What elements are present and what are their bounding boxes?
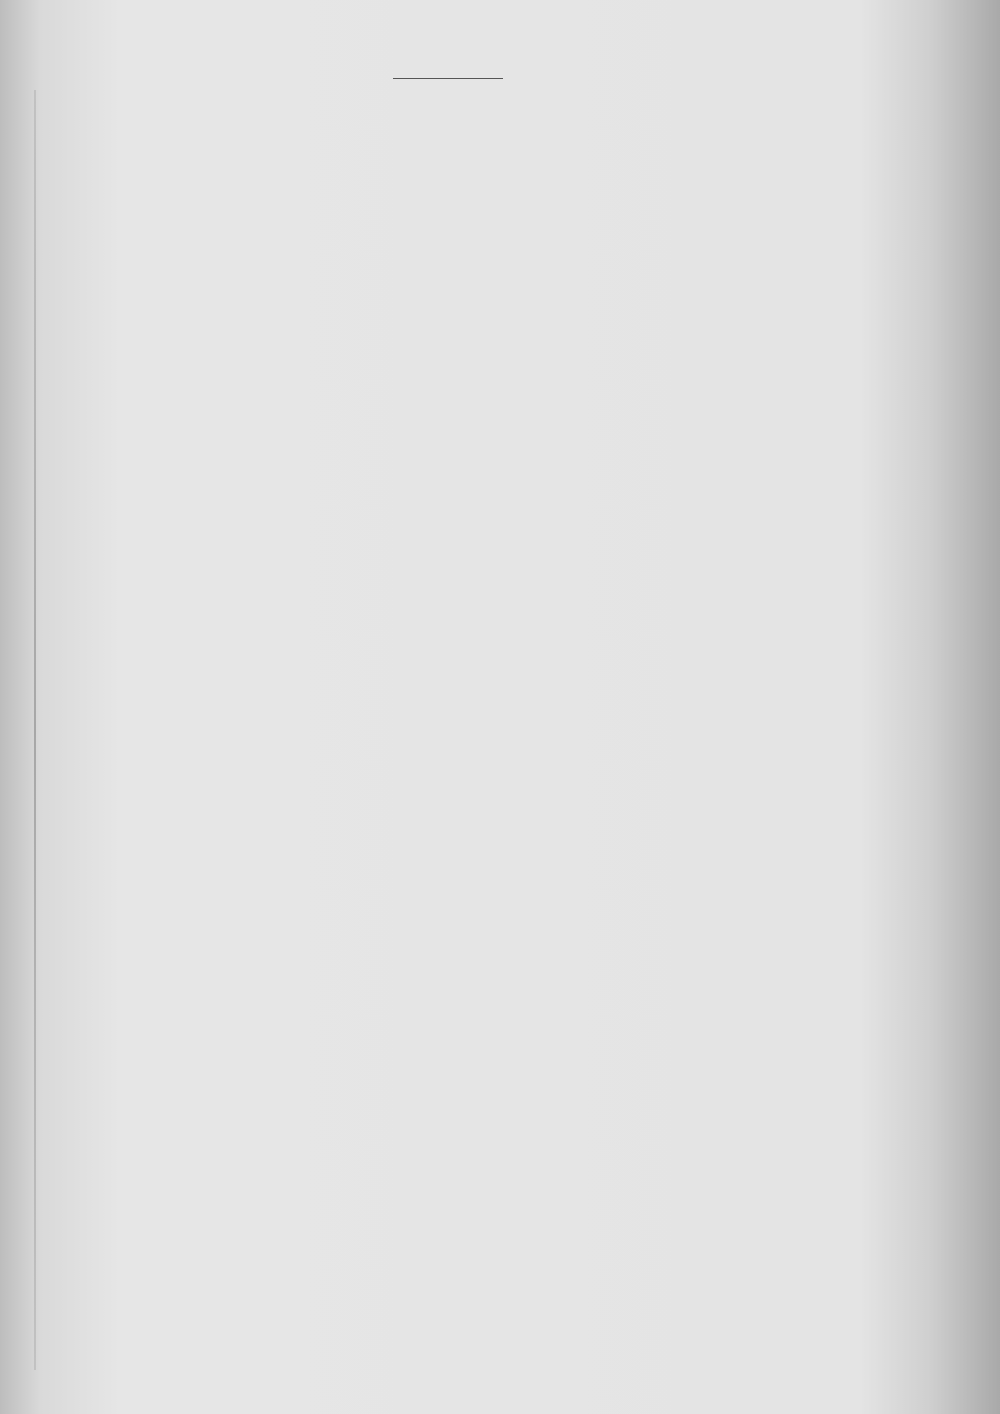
section-divider [393, 78, 503, 79]
binding-shadow [34, 90, 36, 1370]
left-margin-fragments [0, 80, 22, 1380]
running-head [50, 44, 845, 72]
page-content [50, 44, 845, 87]
